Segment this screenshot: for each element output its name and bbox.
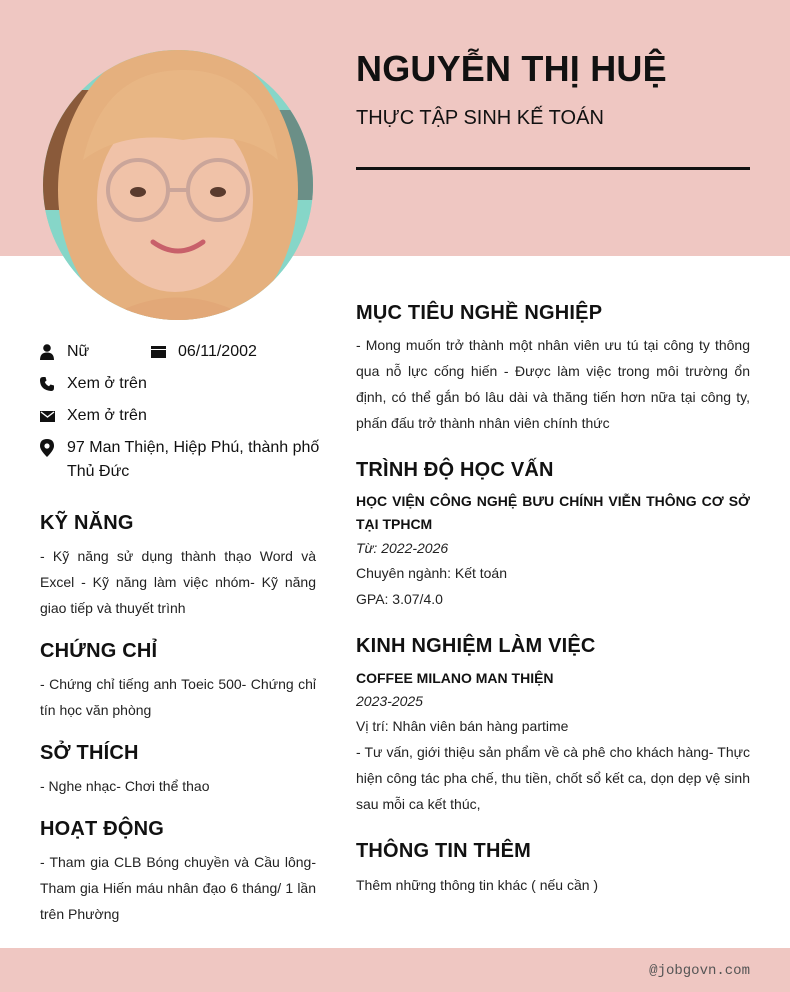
- hobbies-heading: SỞ THÍCH: [40, 742, 139, 764]
- activities-text: - Tham gia CLB Bóng chuyền và Cầu lông- Tham gia Hiến máu nhân đạo 6 tháng/ 1 lần trên Phường: [40, 854, 316, 922]
- gender-text: Nữ: [67, 343, 90, 360]
- address-text: 97 Man Thiện, Hiệp Phú, thành phố Thủ Đức: [67, 439, 320, 480]
- location-pin-icon: [38, 436, 56, 460]
- candidate-name: NGUYỄN THỊ HUỆ: [356, 48, 667, 89]
- contact-phone-row: [38, 372, 147, 396]
- phone-text: Xem ở trên: [67, 375, 147, 392]
- mail-icon: [38, 404, 56, 428]
- objective-text: - Mong muốn trở thành một nhân viên ưu tú tại công ty thông qua nỗ lực cống hiến - Được làm việc trong môi trường ổn định, có thể gắn bó lâu dài và thăng tiến hơn nữa tại công ty, phấn đấu trở thành nhân viên chính thức: [356, 337, 750, 431]
- experience-heading: KINH NGHIỆM LÀM VIỆC: [356, 635, 596, 657]
- job-title: THỰC TẬP SINH KẾ TOÁN: [356, 107, 604, 129]
- skills-text: - Kỹ năng sử dụng thành thạo Word và Excel - Kỹ năng làm việc nhóm- Kỹ năng giao tiếp và thuyết trình: [40, 548, 316, 616]
- hobbies-text: - Nghe nhạc- Chơi thể thao: [40, 778, 210, 794]
- certificates-heading: CHỨNG CHỈ: [40, 640, 158, 662]
- education-school: HỌC VIỆN CÔNG NGHỆ BƯU CHÍNH VIỄN THÔNG CƠ SỞ TẠI TPHCM: [356, 493, 750, 532]
- contact-email-row: [38, 404, 147, 428]
- skills-heading: KỸ NĂNG: [40, 512, 134, 534]
- birthday-text: 06/11/2002: [178, 343, 257, 360]
- experience-position: Vị trí: Nhân viên bán hàng partime: [356, 718, 569, 734]
- education-major: Chuyên ngành: Kết toán: [356, 565, 508, 581]
- profile-photo: [43, 50, 313, 320]
- extra-text: Thêm những thông tin khác ( nếu cần ): [356, 877, 599, 893]
- contact-address-row: [38, 436, 328, 484]
- education-period: Từ: 2022-2026: [356, 540, 449, 556]
- contact-birthday-row: [149, 340, 257, 364]
- extra-heading: THÔNG TIN THÊM: [356, 840, 532, 862]
- objective-heading: MỤC TIÊU NGHỀ NGHIỆP: [356, 302, 603, 324]
- phone-icon: [38, 372, 56, 396]
- calendar-icon: [149, 340, 167, 364]
- education-heading: TRÌNH ĐỘ HỌC VẤN: [356, 459, 554, 481]
- email-text: Xem ở trên: [67, 407, 147, 424]
- person-icon: [38, 340, 56, 364]
- title-divider: [356, 167, 750, 170]
- education-gpa: GPA: 3.07/4.0: [356, 591, 443, 607]
- experience-description: - Tư vấn, giới thiệu sản phẩm về cà phê cho khách hàng- Thực hiện công tác pha chế, thu tiền, chốt sổ kết ca, dọn dẹp vệ sinh sau mỗi ca kết thúc,: [356, 744, 750, 812]
- experience-period: 2023-2025: [356, 693, 423, 709]
- activities-heading: HOẠT ĐỘNG: [40, 818, 165, 840]
- certificates-text: - Chứng chỉ tiếng anh Toeic 500- Chứng chỉ tín học văn phòng: [40, 676, 316, 718]
- footer-watermark: @jobgovn.com: [649, 963, 750, 979]
- experience-company: COFFEE MILANO MAN THIỆN: [356, 670, 554, 686]
- contact-gender-row: [38, 340, 89, 364]
